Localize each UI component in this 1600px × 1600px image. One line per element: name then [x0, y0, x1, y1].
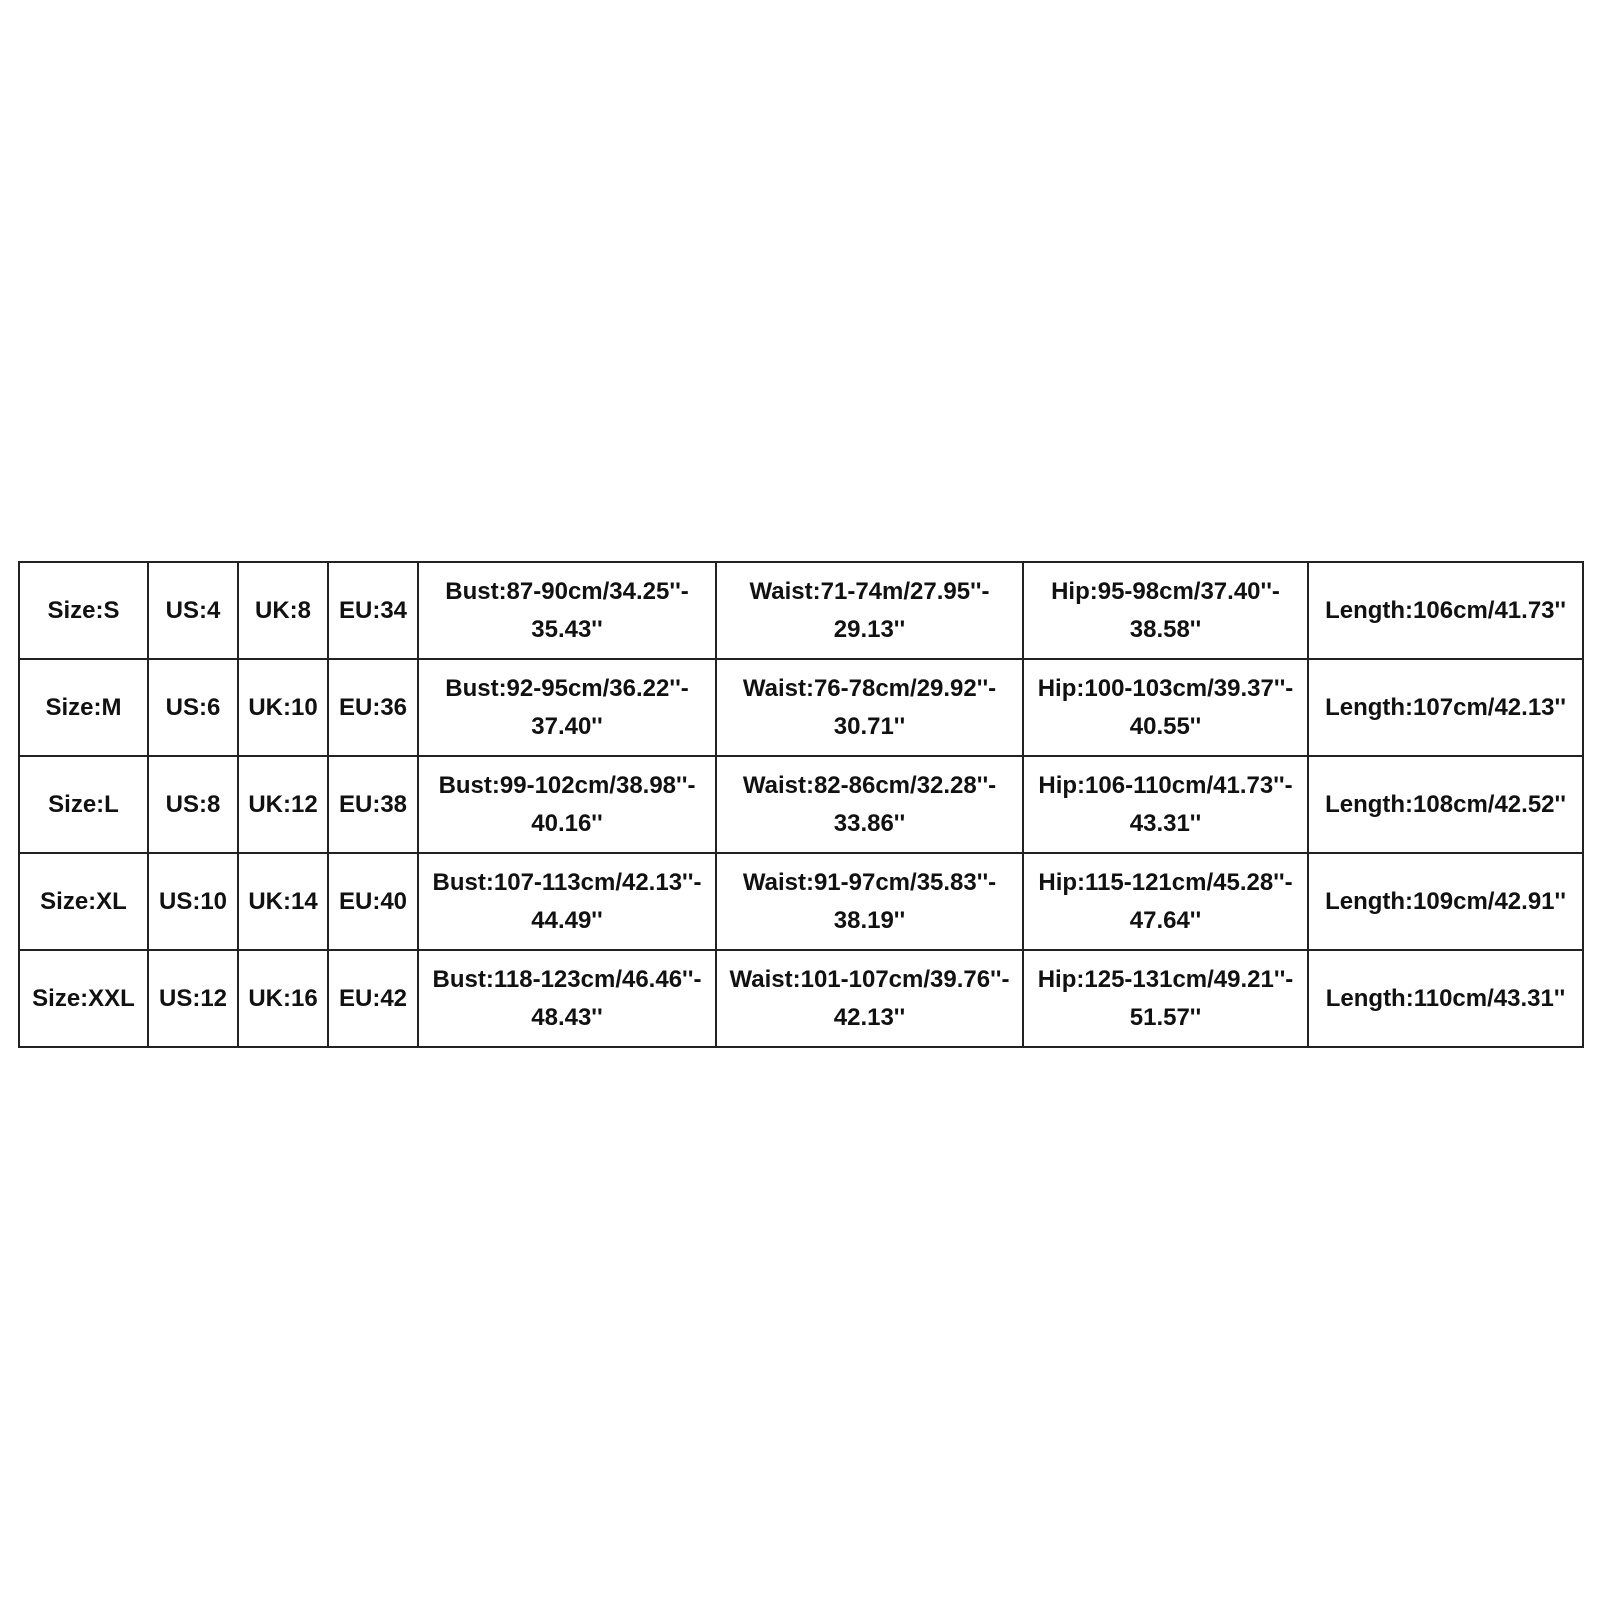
bust-cell: [418, 562, 716, 659]
length-cell: Length:107cm/42.13'': [1308, 659, 1583, 756]
waist-line-2: 42.13'': [833, 1003, 906, 1031]
eu-size-cell: EU:34: [328, 562, 418, 659]
bust-line-1: Bust:118-123cm/46.46''-: [432, 965, 702, 993]
waist-cell: [716, 562, 1023, 659]
bust-line-1: Bust:99-102cm/38.98''-: [438, 771, 696, 799]
hip-line-1: Hip:95-98cm/37.40''-: [1051, 577, 1280, 605]
uk-size-cell: UK:10: [238, 659, 328, 756]
waist-line-1: Waist:76-78cm/29.92''-: [742, 674, 997, 702]
us-size-cell: US:4: [148, 562, 238, 659]
bust-line-2: 48.43'': [531, 1003, 603, 1031]
table-row: [19, 659, 1583, 756]
us-size-cell: US:6: [148, 659, 238, 756]
us-size-cell: US:10: [148, 853, 238, 950]
length-cell: Length:108cm/42.52'': [1308, 756, 1583, 853]
hip-cell: [1023, 950, 1308, 1047]
bust-line-2: 44.49'': [531, 906, 603, 934]
size-cell: Size:L: [19, 756, 148, 853]
waist-line-2: 30.71'': [833, 712, 906, 740]
bust-line-1: Bust:92-95cm/36.22''-: [445, 674, 689, 702]
eu-size-cell: EU:40: [328, 853, 418, 950]
waist-cell: [716, 659, 1023, 756]
uk-size-cell: UK:16: [238, 950, 328, 1047]
hip-line-1: Hip:125-131cm/49.21''-: [1037, 965, 1294, 993]
size-chart-table: [18, 561, 1584, 1048]
uk-size-cell: UK:8: [238, 562, 328, 659]
eu-size-cell: EU:38: [328, 756, 418, 853]
table-row: [19, 853, 1583, 950]
hip-line-2: 40.55'': [1129, 712, 1202, 740]
hip-cell: [1023, 853, 1308, 950]
size-cell: Size:S: [19, 562, 148, 659]
hip-line-2: 43.31'': [1129, 809, 1202, 837]
size-cell: Size:M: [19, 659, 148, 756]
uk-size-cell: UK:12: [238, 756, 328, 853]
waist-cell: [716, 853, 1023, 950]
length-cell: Length:110cm/43.31'': [1308, 950, 1583, 1047]
hip-cell: [1023, 659, 1308, 756]
waist-cell: [716, 756, 1023, 853]
hip-line-1: Hip:115-121cm/45.28''-: [1038, 868, 1293, 896]
hip-line-2: 47.64'': [1129, 906, 1202, 934]
waist-line-1: Waist:82-86cm/32.28''-: [742, 771, 997, 799]
hip-cell: [1023, 562, 1308, 659]
waist-cell: [716, 950, 1023, 1047]
us-size-cell: US:12: [148, 950, 238, 1047]
bust-cell: [418, 950, 716, 1047]
eu-size-cell: EU:42: [328, 950, 418, 1047]
eu-size-cell: EU:36: [328, 659, 418, 756]
length-cell: Length:106cm/41.73'': [1308, 562, 1583, 659]
waist-line-1: Waist:101-107cm/39.76''-: [729, 965, 1010, 993]
hip-line-2: 51.57'': [1129, 1003, 1202, 1031]
hip-line-1: Hip:100-103cm/39.37''-: [1037, 674, 1294, 702]
bust-cell: [418, 853, 716, 950]
us-size-cell: US:8: [148, 756, 238, 853]
bust-line-2: 40.16'': [531, 809, 603, 837]
waist-line-2: 29.13'': [833, 615, 906, 643]
table-row: [19, 950, 1583, 1047]
bust-line-2: 37.40'': [531, 712, 603, 740]
bust-line-1: Bust:87-90cm/34.25''-: [445, 577, 689, 605]
uk-size-cell: UK:14: [238, 853, 328, 950]
size-cell: Size:XL: [19, 853, 148, 950]
waist-line-1: Waist:91-97cm/35.83''-: [742, 868, 997, 896]
waist-line-2: 33.86'': [833, 809, 906, 837]
hip-cell: [1023, 756, 1308, 853]
waist-line-1: Waist:71-74m/27.95''-: [749, 577, 990, 605]
hip-line-2: 38.58'': [1129, 615, 1202, 643]
bust-line-1: Bust:107-113cm/42.13''-: [432, 868, 702, 896]
bust-line-2: 35.43'': [531, 615, 603, 643]
table-row: [19, 562, 1583, 659]
table-row: [19, 756, 1583, 853]
waist-line-2: 38.19'': [833, 906, 906, 934]
size-cell: Size:XXL: [19, 950, 148, 1047]
length-cell: Length:109cm/42.91'': [1308, 853, 1583, 950]
bust-cell: [418, 659, 716, 756]
hip-line-1: Hip:106-110cm/41.73''-: [1038, 771, 1293, 799]
bust-cell: [418, 756, 716, 853]
